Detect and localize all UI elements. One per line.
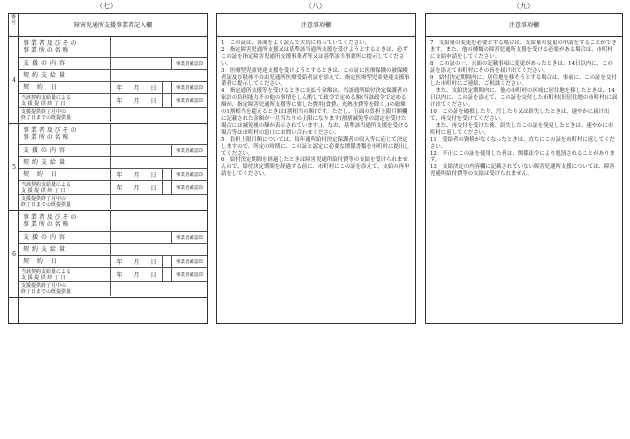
business-name-row-label-line2: 事 業 所 の 名 称	[23, 134, 69, 141]
note-paragraph: 3 医療型児童発達支援を受けようとするときは、この証に医療保険の被保険者証及び肢体不自由児通所医療受給者証を添えて、指定医療型児童発達支援事業者に提示してください。	[221, 67, 410, 88]
provider-confirmation-stamp[interactable]: 事業者確認印	[171, 82, 207, 93]
contract-amount-row-label-text: 契約支給量	[23, 246, 69, 253]
provider-entry-header: 障害児通所支援事業者記入欄	[19, 14, 207, 37]
notes-panel-8	[216, 13, 416, 324]
group-number: 4	[12, 76, 16, 84]
support-content-row	[19, 145, 207, 157]
provider-confirmation-stamp[interactable]: 事業者確認印	[171, 232, 207, 243]
date-month-unit: 月	[133, 98, 140, 105]
contract-amount-row-label	[19, 244, 111, 255]
end-quantity-row	[19, 195, 207, 209]
date-field[interactable]	[111, 256, 163, 267]
date-year-unit: 年	[116, 172, 123, 179]
contract-amount-row-label-text: 契約支給量	[23, 72, 69, 79]
end-date-row-label	[19, 268, 111, 281]
end-quantity-row	[19, 282, 207, 296]
end-date-row	[19, 268, 207, 282]
group-number: 5	[12, 163, 16, 171]
note-paragraph: 2 指定障害児通所支援又は基準該当通所支援を受けようとするときは、必ずこの証を指定障害児通所支援事業者等又は基準該当事業所に提示してください。	[221, 46, 408, 67]
note-paragraph: 10 この証を破損したり、汚したり又は紛失したときは、速やかに届け出て、再交付を受けてください。	[430, 109, 610, 122]
date-field[interactable]	[111, 82, 163, 93]
support-content-row-label-text: 支援の内容	[23, 234, 69, 241]
note-paragraph: 7 支給量の変更を必要とする場合は、支給量の変更の申請をすることができます。また、他の種類の障害児通所支援を受ける必要がある場合は、市町村に支給申請をしてください。	[430, 40, 617, 60]
business-name-row	[19, 211, 207, 232]
end-date-row-label-line1: 当該契約支給量による	[21, 181, 72, 188]
contract-date-row-label	[19, 82, 111, 93]
business-name-row	[19, 124, 207, 145]
provider-confirmation-stamp[interactable]: 事業者確認印	[171, 169, 207, 180]
note-paragraph: 5 負担上限月額については、毎年通所給付決定保護者の収入等に応じて決定しますので、所定の時期に、この証と認定に必要な関係書類を市町村に提出してください。	[221, 136, 410, 157]
contract-date-row	[19, 169, 207, 181]
contract-amount-row	[19, 157, 207, 169]
panel-number-8: （八）	[305, 2, 326, 10]
note-paragraph: 8 この証の一、五面の記載事項に変更があったときは、14日以内に、この証を添えて市町村にその旨を届け出てください。	[430, 60, 613, 74]
provider-confirmation-stamp[interactable]: 事業者確認印	[171, 256, 207, 267]
contract-date-row-label	[19, 169, 111, 180]
business-name-row-label-line1: 事 業 者 及 び そ の	[23, 40, 77, 47]
end-date-row	[19, 181, 207, 195]
end-quantity-row-label-line2: 終了日までの既提供量	[21, 115, 72, 121]
note-paragraph: 4 指定通所支援等を受けるときに支払う金額は、当該通所給付決定保護者の家計の負担能力その他の事情をしん酌して政令で定める額(当該政令で定める額が、指定障害児通所支援等に要した費用(食費、光熱水費等を除く。)の総額の1割相当を超えるときは1割相当の額)です。ただし、五面の負担上限月額欄に記載された金額が一月当たりの上限になります(割割減免等の認定を受けた場合には減免後の額が表示されています。)。なお、基準該当通所支援を受ける場合等は市町村の窓口にお問い合わせください。	[221, 88, 409, 136]
end-quantity-row-label-line1: 支援提供終了月中の	[21, 283, 67, 289]
provider-confirmation-stamp[interactable]: 事業者確認印	[171, 58, 207, 69]
support-content-row-label	[19, 145, 111, 156]
contract-date-row-label-text: 契 約 日	[23, 171, 60, 178]
note-paragraph: 6 給付決定期間を経過したときは障害児通所給付費等の支給を受けられませんので、給付決定期間を経過する前に、市町村にこの証を添えて、支給の再申請をしてください。	[221, 157, 410, 178]
date-year-unit: 年	[116, 185, 123, 192]
support-content-row-label	[19, 58, 111, 69]
support-content-row-label	[19, 232, 111, 243]
date-day-unit: 日	[150, 272, 157, 279]
end-quantity-row-label-line2: 終了日までの既提供量	[21, 289, 72, 295]
date-month-unit: 月	[133, 259, 140, 266]
notes-panel-9	[425, 13, 623, 324]
note-paragraph: 13 支給決定の内容欄に記載されていない障害児通所支援については、障害児通所給付費等の支給は受けられません。	[430, 164, 615, 178]
end-quantity-row-label-line2: 終了日までの既提供量	[21, 202, 72, 208]
date-day-unit: 日	[150, 98, 157, 105]
group-number: 6	[12, 250, 16, 258]
end-quantity-row-label-line1: 支援提供終了月中の	[21, 109, 67, 115]
support-content-row-label-text: 支援の内容	[23, 60, 69, 67]
date-day-unit: 日	[150, 85, 157, 92]
note-paragraph: 11 受給者の資格がなくなったときは、直ちにこの証を市町村に返してください。	[430, 136, 615, 150]
provider-confirmation-stamp[interactable]: 事業者確認印	[171, 145, 207, 156]
end-quantity-row	[19, 108, 207, 122]
contract-amount-row	[19, 70, 207, 82]
provider-confirmation-stamp[interactable]: 事業者確認印	[171, 181, 207, 194]
contract-date-row	[19, 82, 207, 94]
notes-header-9: 注意事項欄	[426, 14, 622, 37]
date-year-unit: 年	[116, 259, 123, 266]
business-name-row-label-line1: 事 業 者 及 び そ の	[23, 214, 77, 221]
provider-group	[9, 211, 207, 298]
end-date-row-label-line1: 当該契約支給量による	[21, 94, 72, 101]
date-year-unit: 年	[116, 85, 123, 92]
contract-amount-row-label	[19, 70, 111, 81]
business-name-row-label	[19, 37, 111, 57]
note-paragraph: 9 給付決定期間内に、居住地を移そうとする場合は、事前に、この証を交付した市町村にご連絡、ご相談ください。	[430, 74, 617, 88]
note-paragraph: 12 不正にこの証を使用した者は、関係法令により処罰されることがあります。	[430, 150, 615, 164]
contract-date-row-label	[19, 256, 111, 267]
end-date-row-label-line2: 支 援 提 供 終 了 日	[21, 100, 66, 107]
end-date-row-label-line2: 支 援 提 供 終 了 日	[21, 274, 66, 281]
date-field[interactable]	[111, 268, 163, 281]
provider-entry-panel	[8, 13, 208, 324]
provider-confirmation-stamp[interactable]: 事業者確認印	[171, 268, 207, 281]
notes-body-9	[430, 40, 618, 321]
end-quantity-row-label	[19, 195, 111, 209]
notes-header-8: 注意事項欄	[217, 14, 415, 37]
contract-date-row-label-text: 契 約 日	[23, 84, 60, 91]
number-column-header: 番号	[9, 14, 18, 37]
provider-group	[9, 124, 207, 211]
end-date-row-label	[19, 94, 111, 107]
date-day-unit: 日	[150, 259, 157, 266]
panel-number-9: （九）	[513, 2, 534, 10]
end-quantity-row-label	[19, 282, 111, 296]
end-date-row-label-line2: 支 援 提 供 終 了 日	[21, 187, 66, 194]
date-field[interactable]	[111, 169, 163, 180]
support-content-row-label-text: 支援の内容	[23, 147, 69, 154]
contract-date-row	[19, 256, 207, 268]
end-quantity-row-label-line1: 支援提供終了月中の	[21, 196, 67, 202]
provider-group	[9, 37, 207, 124]
note-paragraph: また、支給決定期間内に、他の市町村の区域に居住地を移したときは、14日以内に、この証を添えて、この証を交付した市町村(旧居住地の市町村)に届け出てください。	[430, 88, 618, 109]
contract-date-row-label-text: 契 約 日	[23, 258, 60, 265]
end-date-row-label-line1: 当該契約支給量による	[21, 268, 72, 275]
business-name-row-label	[19, 124, 111, 144]
business-name-row	[19, 37, 207, 58]
date-year-unit: 年	[116, 98, 123, 105]
date-month-unit: 月	[133, 272, 140, 279]
date-month-unit: 月	[133, 172, 140, 179]
contract-amount-row	[19, 244, 207, 256]
notes-body-8	[221, 40, 411, 321]
support-content-row	[19, 232, 207, 244]
note-paragraph: 1 この証は、各面をよく読んで大切に持っていてください。	[221, 40, 370, 46]
business-name-row-label-line2: 事 業 所 の 名 称	[23, 221, 69, 228]
contract-amount-row-label-text: 契約支給量	[23, 159, 69, 166]
date-field[interactable]	[111, 94, 163, 107]
date-day-unit: 日	[150, 172, 157, 179]
provider-confirmation-stamp[interactable]: 事業者確認印	[171, 94, 207, 107]
business-name-row-label-line2: 事 業 所 の 名 称	[23, 47, 69, 54]
date-year-unit: 年	[116, 272, 123, 279]
business-name-row-label-line1: 事 業 者 及 び そ の	[23, 127, 77, 134]
contract-amount-row-label	[19, 157, 111, 168]
business-name-row-label	[19, 211, 111, 231]
date-month-unit: 月	[133, 85, 140, 92]
support-content-row	[19, 58, 207, 70]
note-paragraph: また、再交付を受けた後、紛失したこの証を発見したときは、速やかに市町村に返してください。	[430, 122, 614, 136]
end-date-row	[19, 94, 207, 108]
date-month-unit: 月	[133, 185, 140, 192]
date-field[interactable]	[111, 181, 163, 194]
end-date-row-label	[19, 181, 111, 194]
date-day-unit: 日	[150, 185, 157, 192]
end-quantity-row-label	[19, 108, 111, 122]
panel-number-7: （七）	[96, 2, 117, 10]
